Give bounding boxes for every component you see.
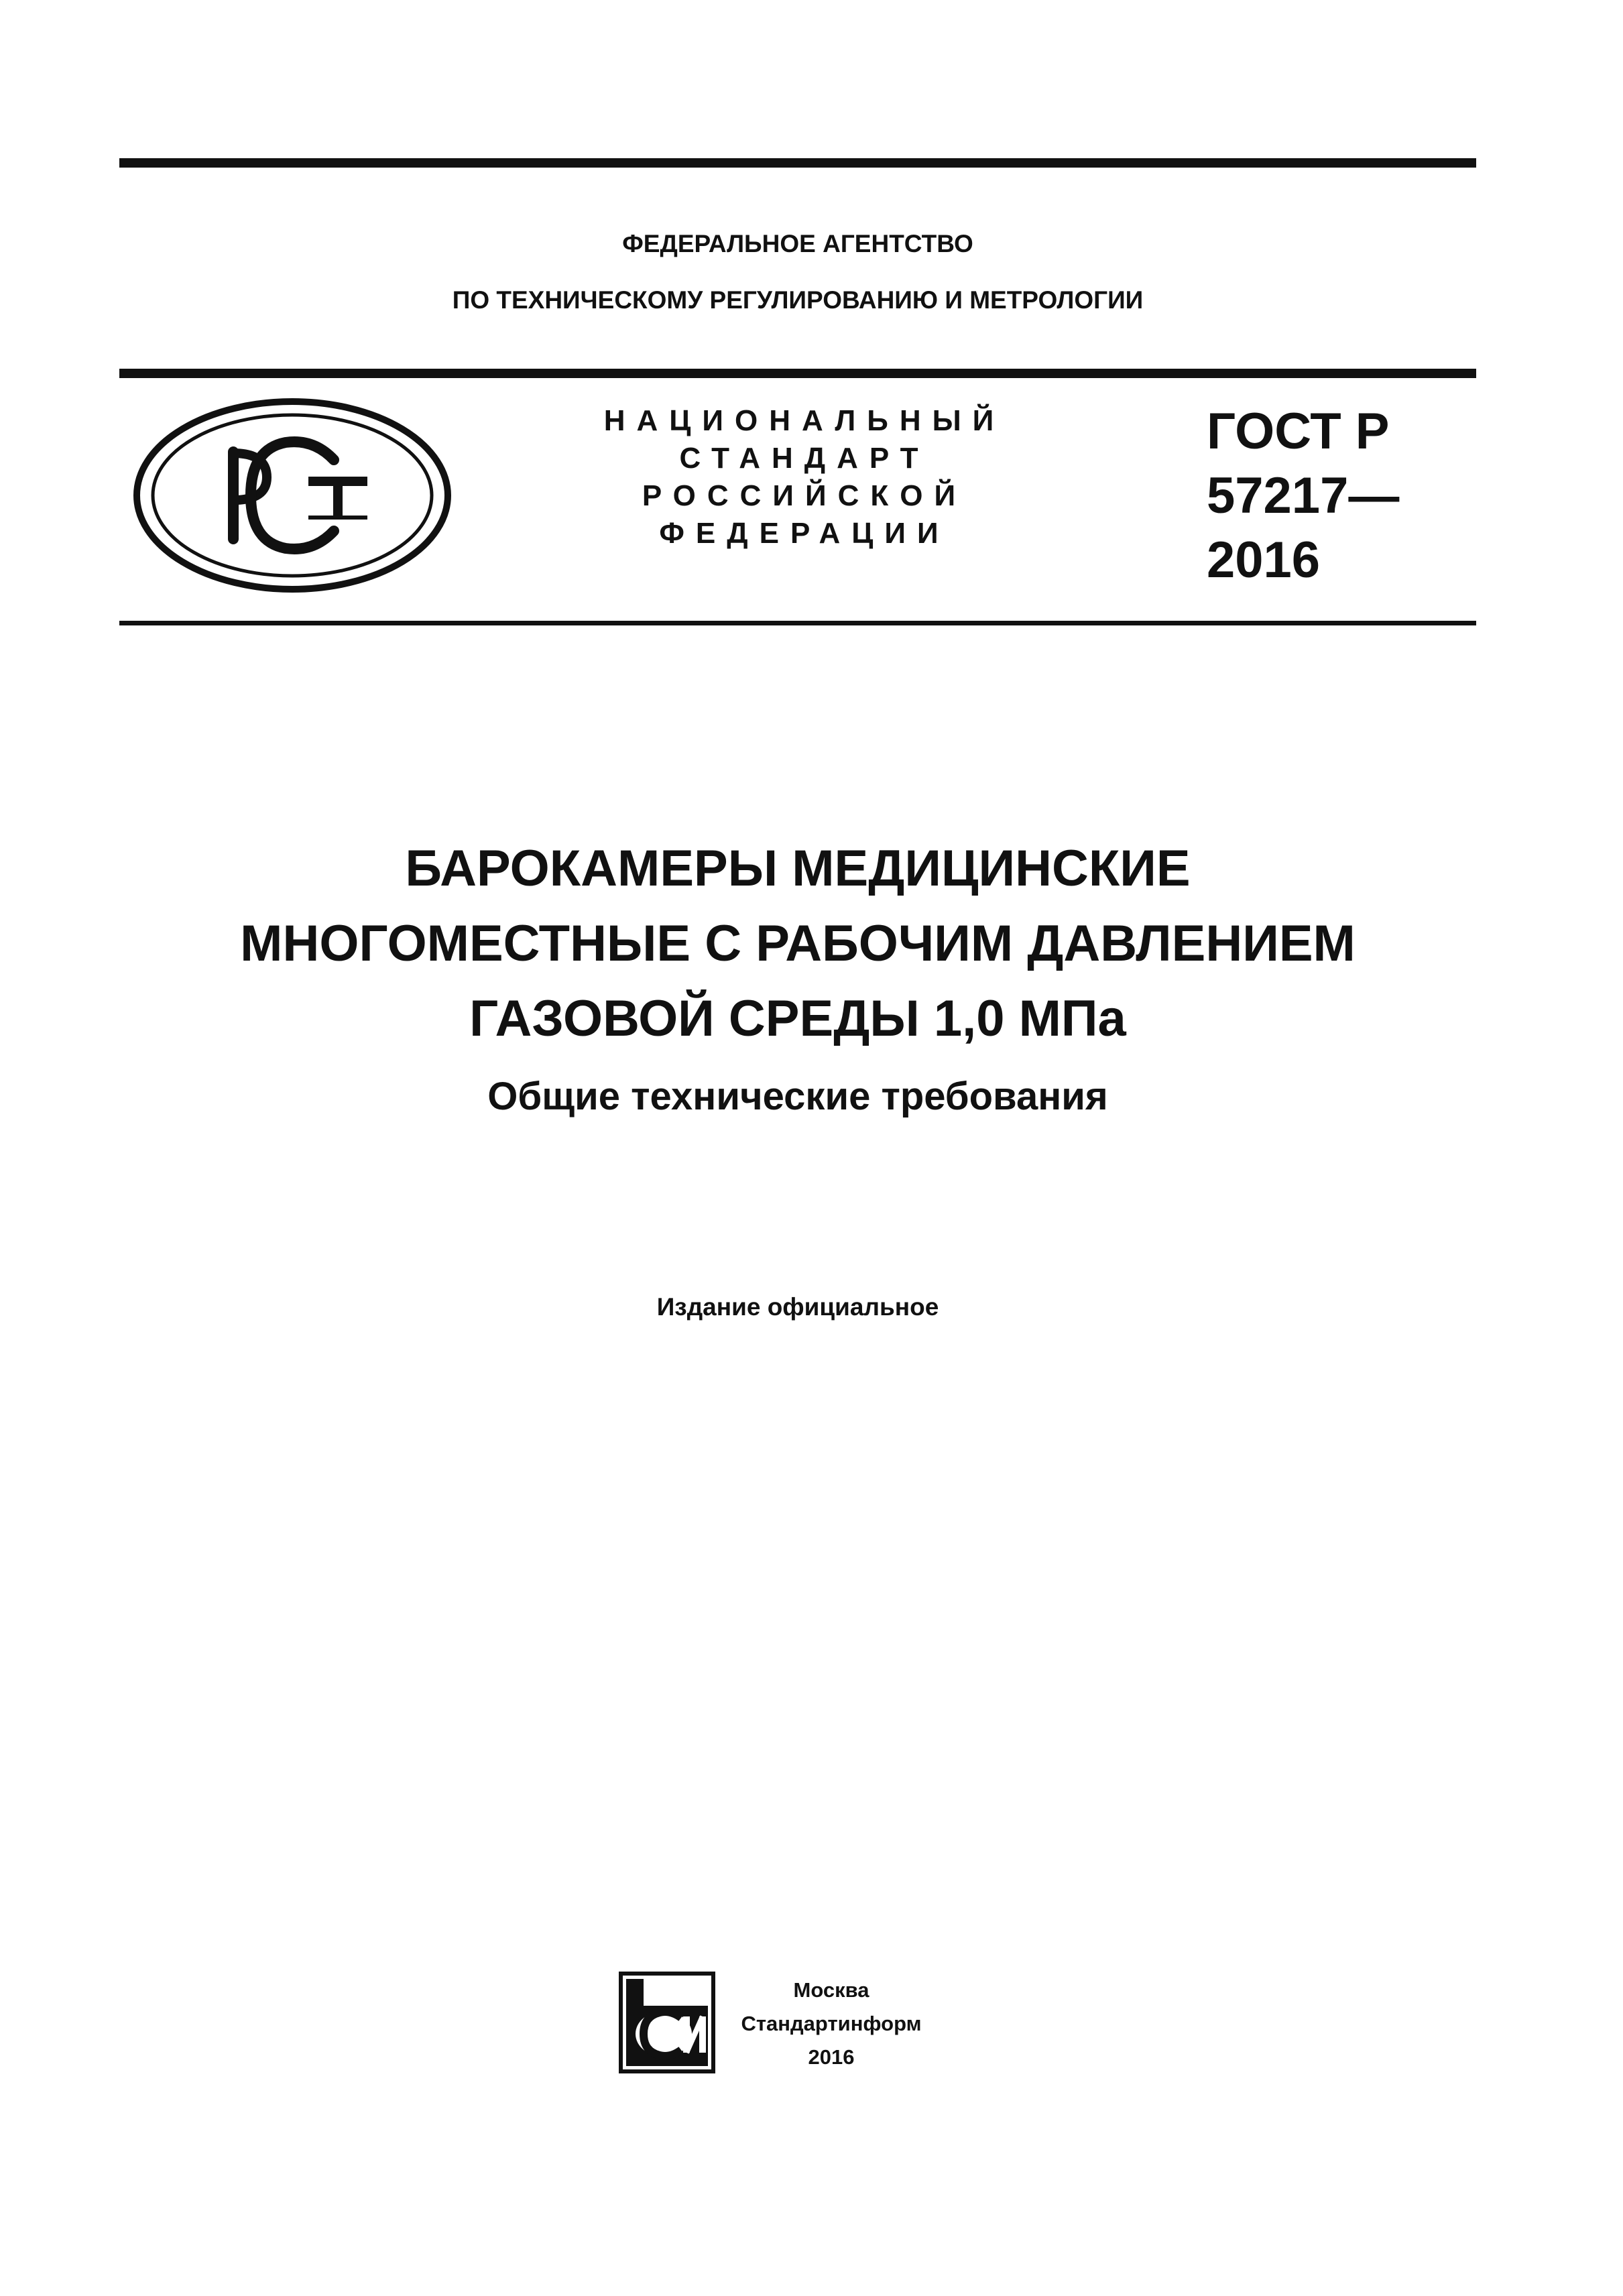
standard-type-line-1: НАЦИОНАЛЬНЫЙ bbox=[603, 404, 1006, 437]
designation-line-3: 2016 bbox=[1207, 532, 1321, 589]
title-line-3: ГАЗОВОЙ СРЕДЫ 1,0 МПа bbox=[469, 990, 1126, 1047]
top-rule bbox=[119, 158, 1476, 168]
standard-type-line-4: ФЕДЕРАЦИИ bbox=[659, 517, 950, 550]
standartinform-logo-icon bbox=[617, 1970, 717, 2075]
title-line-2: МНОГОМЕСТНЫЕ С РАБОЧИМ ДАВЛЕНИЕМ bbox=[240, 915, 1356, 972]
agency-name bbox=[119, 216, 1476, 328]
publisher-city: Москва bbox=[793, 1978, 869, 2002]
designation-line-1: ГОСТ Р bbox=[1207, 403, 1390, 460]
header-bottom-rule bbox=[119, 621, 1476, 625]
document-subtitle: Общие технические требования bbox=[487, 1075, 1108, 1118]
standard-designation bbox=[1207, 400, 1399, 593]
title-line-1: БАРОКАМЕРЫ МЕДИЦИНСКИЕ bbox=[405, 840, 1191, 897]
standard-type-line-3: РОССИЙСКОЙ bbox=[642, 479, 967, 512]
publisher-name: Стандартинформ bbox=[741, 2012, 922, 2035]
standard-type bbox=[577, 402, 1032, 552]
publisher-year: 2016 bbox=[808, 2045, 855, 2069]
agency-line-1: ФЕДЕРАЛЬНОЕ АГЕНТСТВО bbox=[622, 230, 973, 257]
designation-line-2: 57217— bbox=[1207, 467, 1400, 524]
header-top-rule bbox=[119, 369, 1476, 378]
standard-type-line-2: СТАНДАРТ bbox=[679, 442, 930, 475]
agency-line-2: ПО ТЕХНИЧЕСКОМУ РЕГУЛИРОВАНИЮ И МЕТРОЛОГИИ bbox=[452, 286, 1144, 314]
rst-certification-mark-icon bbox=[133, 398, 452, 593]
document-title bbox=[119, 831, 1476, 1056]
edition-note: Издание официальное bbox=[656, 1293, 939, 1321]
publisher-block bbox=[724, 1974, 939, 2074]
